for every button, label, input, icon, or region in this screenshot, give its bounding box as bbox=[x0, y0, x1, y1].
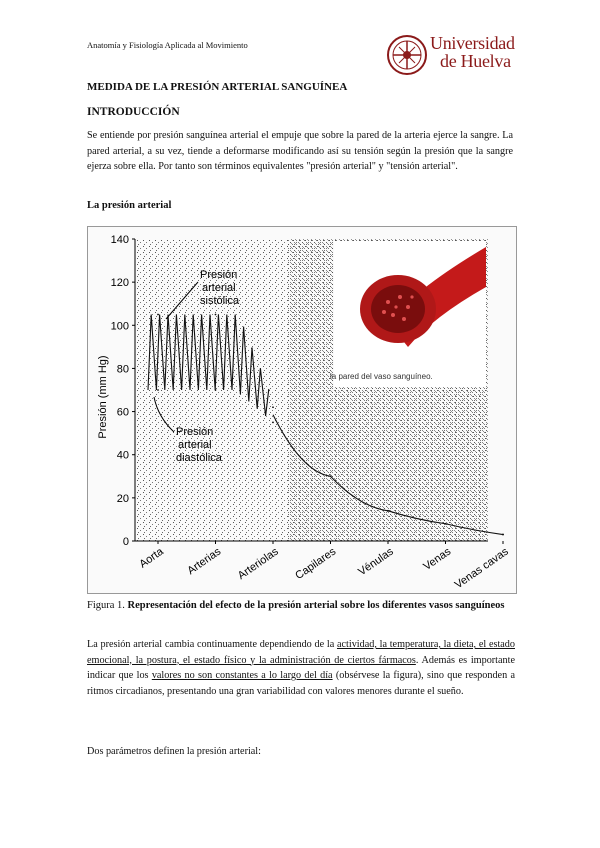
diastolic-point bbox=[445, 523, 447, 525]
y-tick-label: 20 bbox=[116, 492, 129, 505]
diastolic-label-line-3: diastólica bbox=[176, 452, 222, 464]
para2-underlined-factors: actividad, la temperatura, la dieta, el estado emocional, la postura, el estado físico y la administración de ciertos fármacos bbox=[87, 639, 515, 666]
diastolic-label-line-1: Presión bbox=[176, 426, 214, 438]
university-name bbox=[430, 34, 515, 70]
y-tick-label: 100 bbox=[110, 320, 129, 333]
diastolic-point bbox=[272, 421, 274, 423]
course-title: Anatomía y Fisiología Aplicada al Movimiento bbox=[87, 40, 248, 50]
y-tick-label: 140 bbox=[110, 234, 129, 246]
diastolic-label-line-2: arterial bbox=[178, 439, 212, 451]
pressure-chart bbox=[88, 227, 516, 593]
intro-paragraph: Se entiende por presión sanguínea arterial el empuje que sobre la pared de la arteria ejerce la sangre. La pared arterial, a su vez, tiende a deformarse modificando así su tensión según la presión que la sangre ejerza sobre ella. Por tanto son términos equivalentes "presión arterial" y "tensión arterial". bbox=[87, 130, 513, 172]
y-tick-label: 60 bbox=[116, 406, 129, 419]
x-tick-label: Venas bbox=[421, 545, 454, 574]
para2-part-c: (obsérvese la figura), sino que responden a ritmos circadianos, presentando una gran variabilidad con valores menores durante el sueño. bbox=[87, 670, 516, 697]
paragraph-parameters: Dos parámetros definen la presión arterial: bbox=[87, 746, 261, 757]
x-tick-label: Arterias bbox=[185, 545, 224, 578]
y-tick-label: 40 bbox=[116, 449, 129, 462]
systolic-point bbox=[215, 314, 217, 316]
vessel-inset bbox=[330, 241, 486, 387]
diastolic-point bbox=[330, 475, 332, 477]
x-tick-label: Aorta bbox=[137, 545, 166, 571]
caption-text: Representación del efecto de la presión arterial sobre los diferentes vasos sanguíneos bbox=[127, 600, 505, 611]
para2-underlined-daily: valores no son constantes a lo largo del día bbox=[151, 670, 333, 681]
university-line-2: de Huelva bbox=[440, 51, 511, 71]
y-axis-label: Presión (mm Hg) bbox=[97, 355, 109, 439]
systolic-label-line-3: sistólica bbox=[200, 295, 240, 307]
university-seal-icon bbox=[386, 34, 428, 76]
figure-caption bbox=[87, 598, 517, 613]
section-subheading: La presión arterial bbox=[87, 200, 172, 211]
diastolic-point bbox=[157, 389, 159, 391]
diastolic-point bbox=[502, 534, 504, 536]
x-tick-label: Vénulas bbox=[356, 545, 396, 579]
university-logo bbox=[386, 34, 521, 78]
paragraph-variation bbox=[87, 637, 515, 699]
diastolic-point bbox=[215, 389, 217, 391]
para2-part-b: . Además es importante indicar que los bbox=[87, 654, 515, 681]
y-tick-label: 120 bbox=[110, 277, 129, 290]
intro-heading: INTRODUCCIÓN bbox=[87, 106, 180, 118]
systolic-label bbox=[200, 269, 240, 307]
systolic-point bbox=[272, 406, 274, 408]
para2-part-a: La presión arterial cambia continuamente dependiendo de la bbox=[87, 639, 337, 650]
pressure-figure bbox=[87, 226, 517, 594]
diastolic-point bbox=[387, 510, 389, 512]
systolic-label-line-2: arterial bbox=[202, 282, 236, 294]
x-tick-label: Venas cavas bbox=[452, 545, 511, 592]
document-title: MEDIDA DE LA PRESIÓN ARTERIAL SANGUÍNEA bbox=[87, 81, 348, 93]
university-line-1: Universidad bbox=[430, 33, 515, 53]
x-tick-label: Capilares bbox=[293, 545, 339, 583]
y-tick-label: 80 bbox=[116, 363, 129, 376]
systolic-point bbox=[157, 314, 159, 316]
y-tick-label: 0 bbox=[122, 536, 129, 548]
inset-caption: la pared del vaso sanguíneo. bbox=[330, 372, 433, 381]
caption-prefix: Figura 1. bbox=[87, 600, 128, 611]
x-tick-label: Arteriolas bbox=[235, 545, 281, 583]
systolic-label-line-1: Presión bbox=[200, 269, 238, 281]
